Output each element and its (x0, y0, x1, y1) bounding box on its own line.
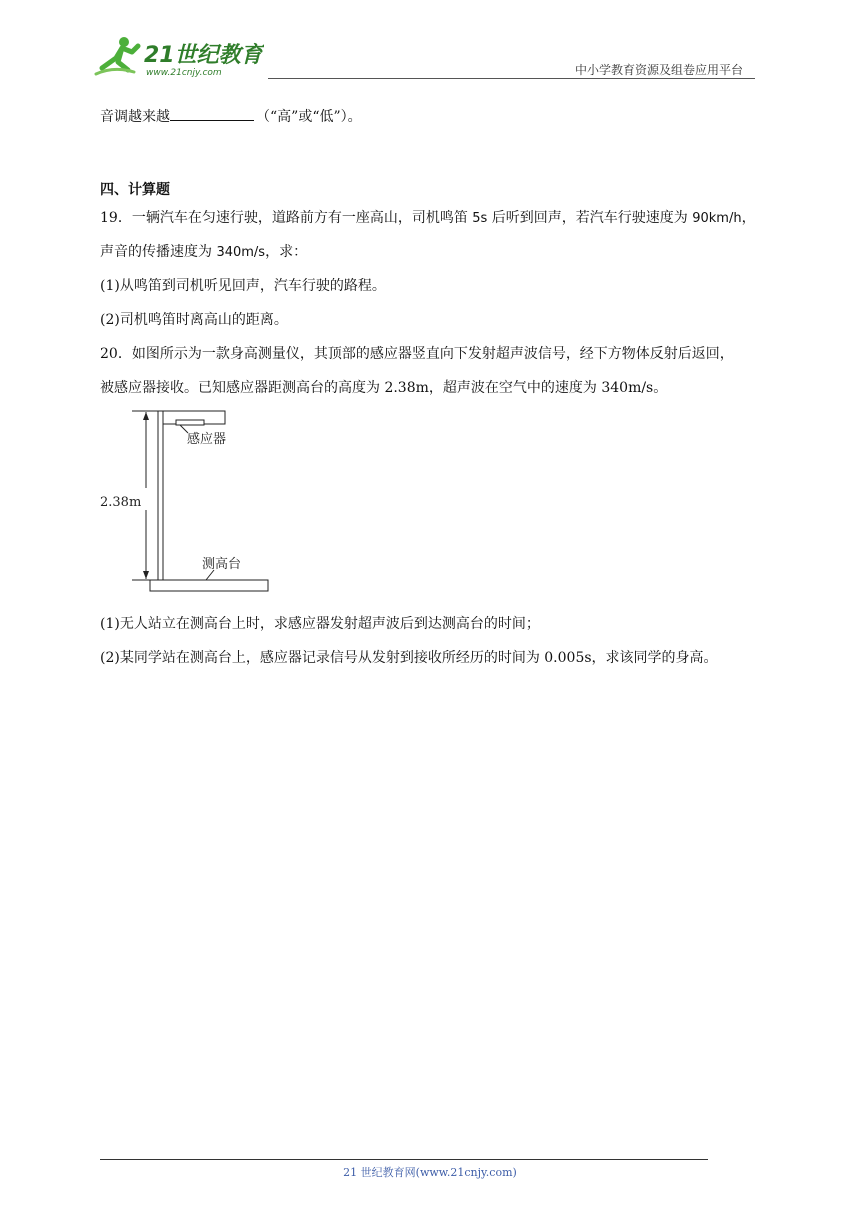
site-logo (94, 34, 264, 78)
q19-line2 (100, 242, 307, 263)
q20-sub1: (1)无人站立在测高台上时，求感应器发射超声波后到达测高台的时间； (100, 616, 540, 632)
q19-line1-pre: 19．一辆汽车在匀速行驶，道路前方有一座高山，司机鸣笛 (100, 210, 473, 226)
answer-blank (170, 106, 254, 121)
footer-link[interactable]: 21 世纪教育网(www.21cnjy.com) (343, 1166, 517, 1179)
logo-url: www.21cnjy.com (146, 68, 222, 78)
arrow-up-icon (143, 412, 149, 420)
measuring-pole (158, 411, 163, 580)
sensor-box (176, 420, 204, 425)
q19-sub1: (1)从鸣笛到司机听见回声，汽车行驶的路程。 (100, 278, 386, 294)
logo-text: 21世纪教育 (144, 43, 263, 68)
q20-line1: 20．如图所示为一款身高测量仪，其顶部的感应器竖直向下发射超声波信号，经下方物体反射后返回， (100, 346, 734, 362)
q19-line1-post: ， (741, 210, 756, 226)
footer-divider (100, 1159, 708, 1160)
label-gap (142, 488, 150, 510)
header-site-name: 中小学教育资源及组卷应用平台 (575, 63, 744, 77)
q20-sub2: (2)某同学站在测高台上，感应器记录信号从发射到接收所经历的时间为 0.005s，求该同学的身高。 (100, 650, 718, 666)
sensor-label: 感应器 (187, 432, 227, 447)
q19-sub2: (2)司机鸣笛时离高山的距离。 (100, 312, 288, 328)
section-title: 四、计算题 (100, 182, 170, 198)
q19-line1 (100, 208, 756, 229)
q19-line2-post: ，求： (265, 244, 308, 260)
page-header (0, 0, 860, 90)
q19-line2-pre: 声音的传播速度为 (100, 244, 217, 260)
arrow-down-icon (143, 571, 149, 579)
q19-time: 5s (472, 211, 488, 226)
height-label: 2.38m (100, 495, 142, 510)
platform-label: 测高台 (202, 557, 242, 572)
platform (150, 580, 268, 591)
q19-sound-speed: 340m/s (216, 245, 266, 260)
prev-text-before: 音调越来越 (100, 109, 170, 125)
q19-line1-mid: 后听到回声，若汽车行驶速度为 (487, 210, 693, 226)
q20-line2: 被感应器接收。已知感应器距测高台的高度为 2.38m，超声波在空气中的速度为 340m/s。 (100, 380, 668, 396)
header-divider (268, 78, 755, 79)
prev-text-after: （“高”或“低”）。 (256, 109, 362, 125)
height-meter-figure (98, 408, 278, 598)
prev-question-line (100, 106, 362, 127)
q19-speed: 90km/h (692, 211, 742, 226)
runner-icon (96, 37, 138, 74)
